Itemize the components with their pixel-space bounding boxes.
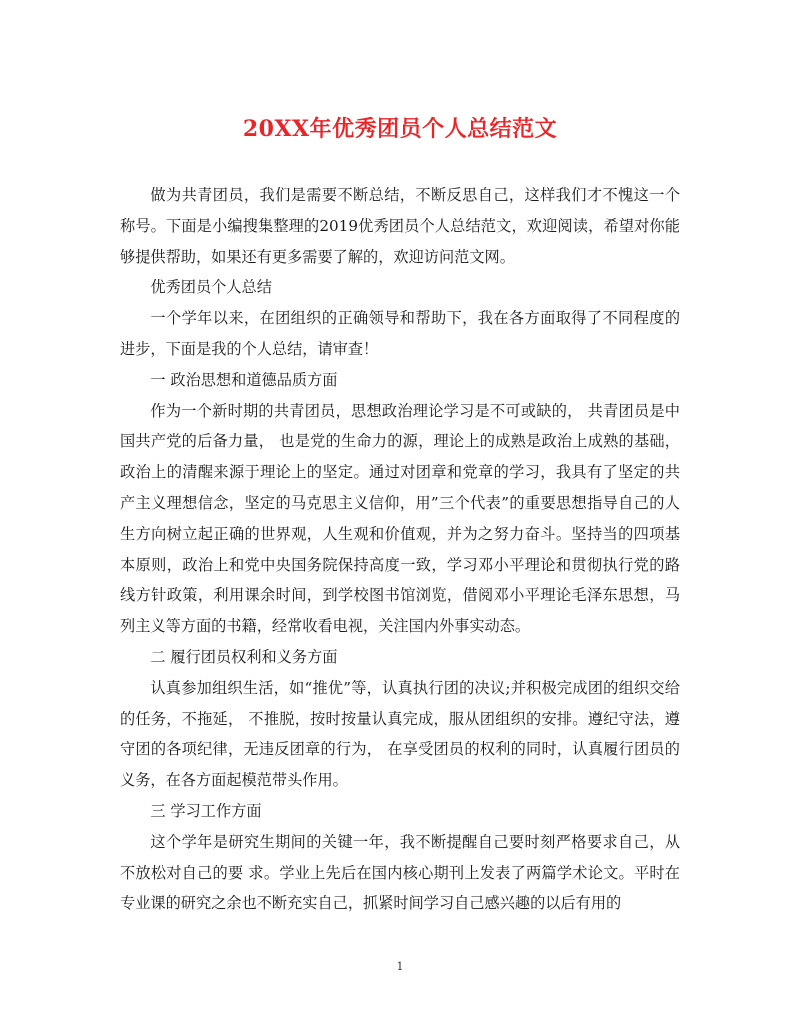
section-heading-study: 三 学习工作方面 [150,801,262,820]
document-body [120,180,680,919]
section-heading-duties: 二 履行团员权利和义务方面 [150,647,338,666]
summary-subtitle: 优秀团员个人总结 [150,278,272,297]
section-body-politics: 作为一个新时期的共青团员，思想政治理论学习是不可或缺的， 共青团员是中国共产党的后备力量， 也是党的生命力的源，理论上的成熟是政治上成熟的基础，政治上的清醒来源于理论上的坚定。通过对团章和党章的学习，我具有了坚定的共产主义理想信念，坚定的马克思主义信仰，用”三个代表”的重要思想指导自己的人生方向树立起正确的世界观，人生观和价值观，并为之努力奋斗。坚持当的四项基本原则，政治上和党中央国务院保持高度一致，学习邓小平理论和贯彻执行党的路线方针政策，利用课余时间，到学校图书馆浏览，借阅邓小平理论毛泽东思想，马列主义等方面的书籍，经常收看电视，关注国内外事实动态。 [120,401,680,636]
intro-paragraph: 做为共青团员，我们是需要不断总结，不断反思自己，这样我们才不愧这一个称号。下面是小编搜集整理的2019优秀团员个人总结范文，欢迎阅读，希望对你能够提供帮助，如果还有更多需要了解的，欢迎访问范文网。 [120,186,680,266]
section-heading-politics: 一 政治思想和道德品质方面 [150,370,338,389]
section-body-duties: 认真参加组织生活，如“推优”等，认真执行团的决议;并积极完成团的组织交给的任务，不拖延， 不推脱，按时按量认真完成，服从团组织的安排。遵纪守法，遵守团的各项纪律，无违反团章的行为， 在享受团员的权利的同时，认真履行团员的义务，在各方面起模范带头作用。 [120,678,680,790]
opening-paragraph: 一个学年以来，在团组织的正确领导和帮助下，我在各方面取得了不同程度的进步，下面是我的个人总结，请审查！ [120,309,680,358]
document-title: 20XX年优秀团员个人总结范文 [242,116,558,142]
section-body-study: 这个学年是研究生期间的关键一年，我不断提醒自己要时刻严格要求自己，从不放松对自己的要 求。学业上先后在国内核心期刊上发表了两篇学术论文。平时在专业课的研究之余也不断充实自己，抓紧时间学习自己感兴趣的以后有用的 [120,832,680,913]
page-number: 1 [396,960,404,973]
